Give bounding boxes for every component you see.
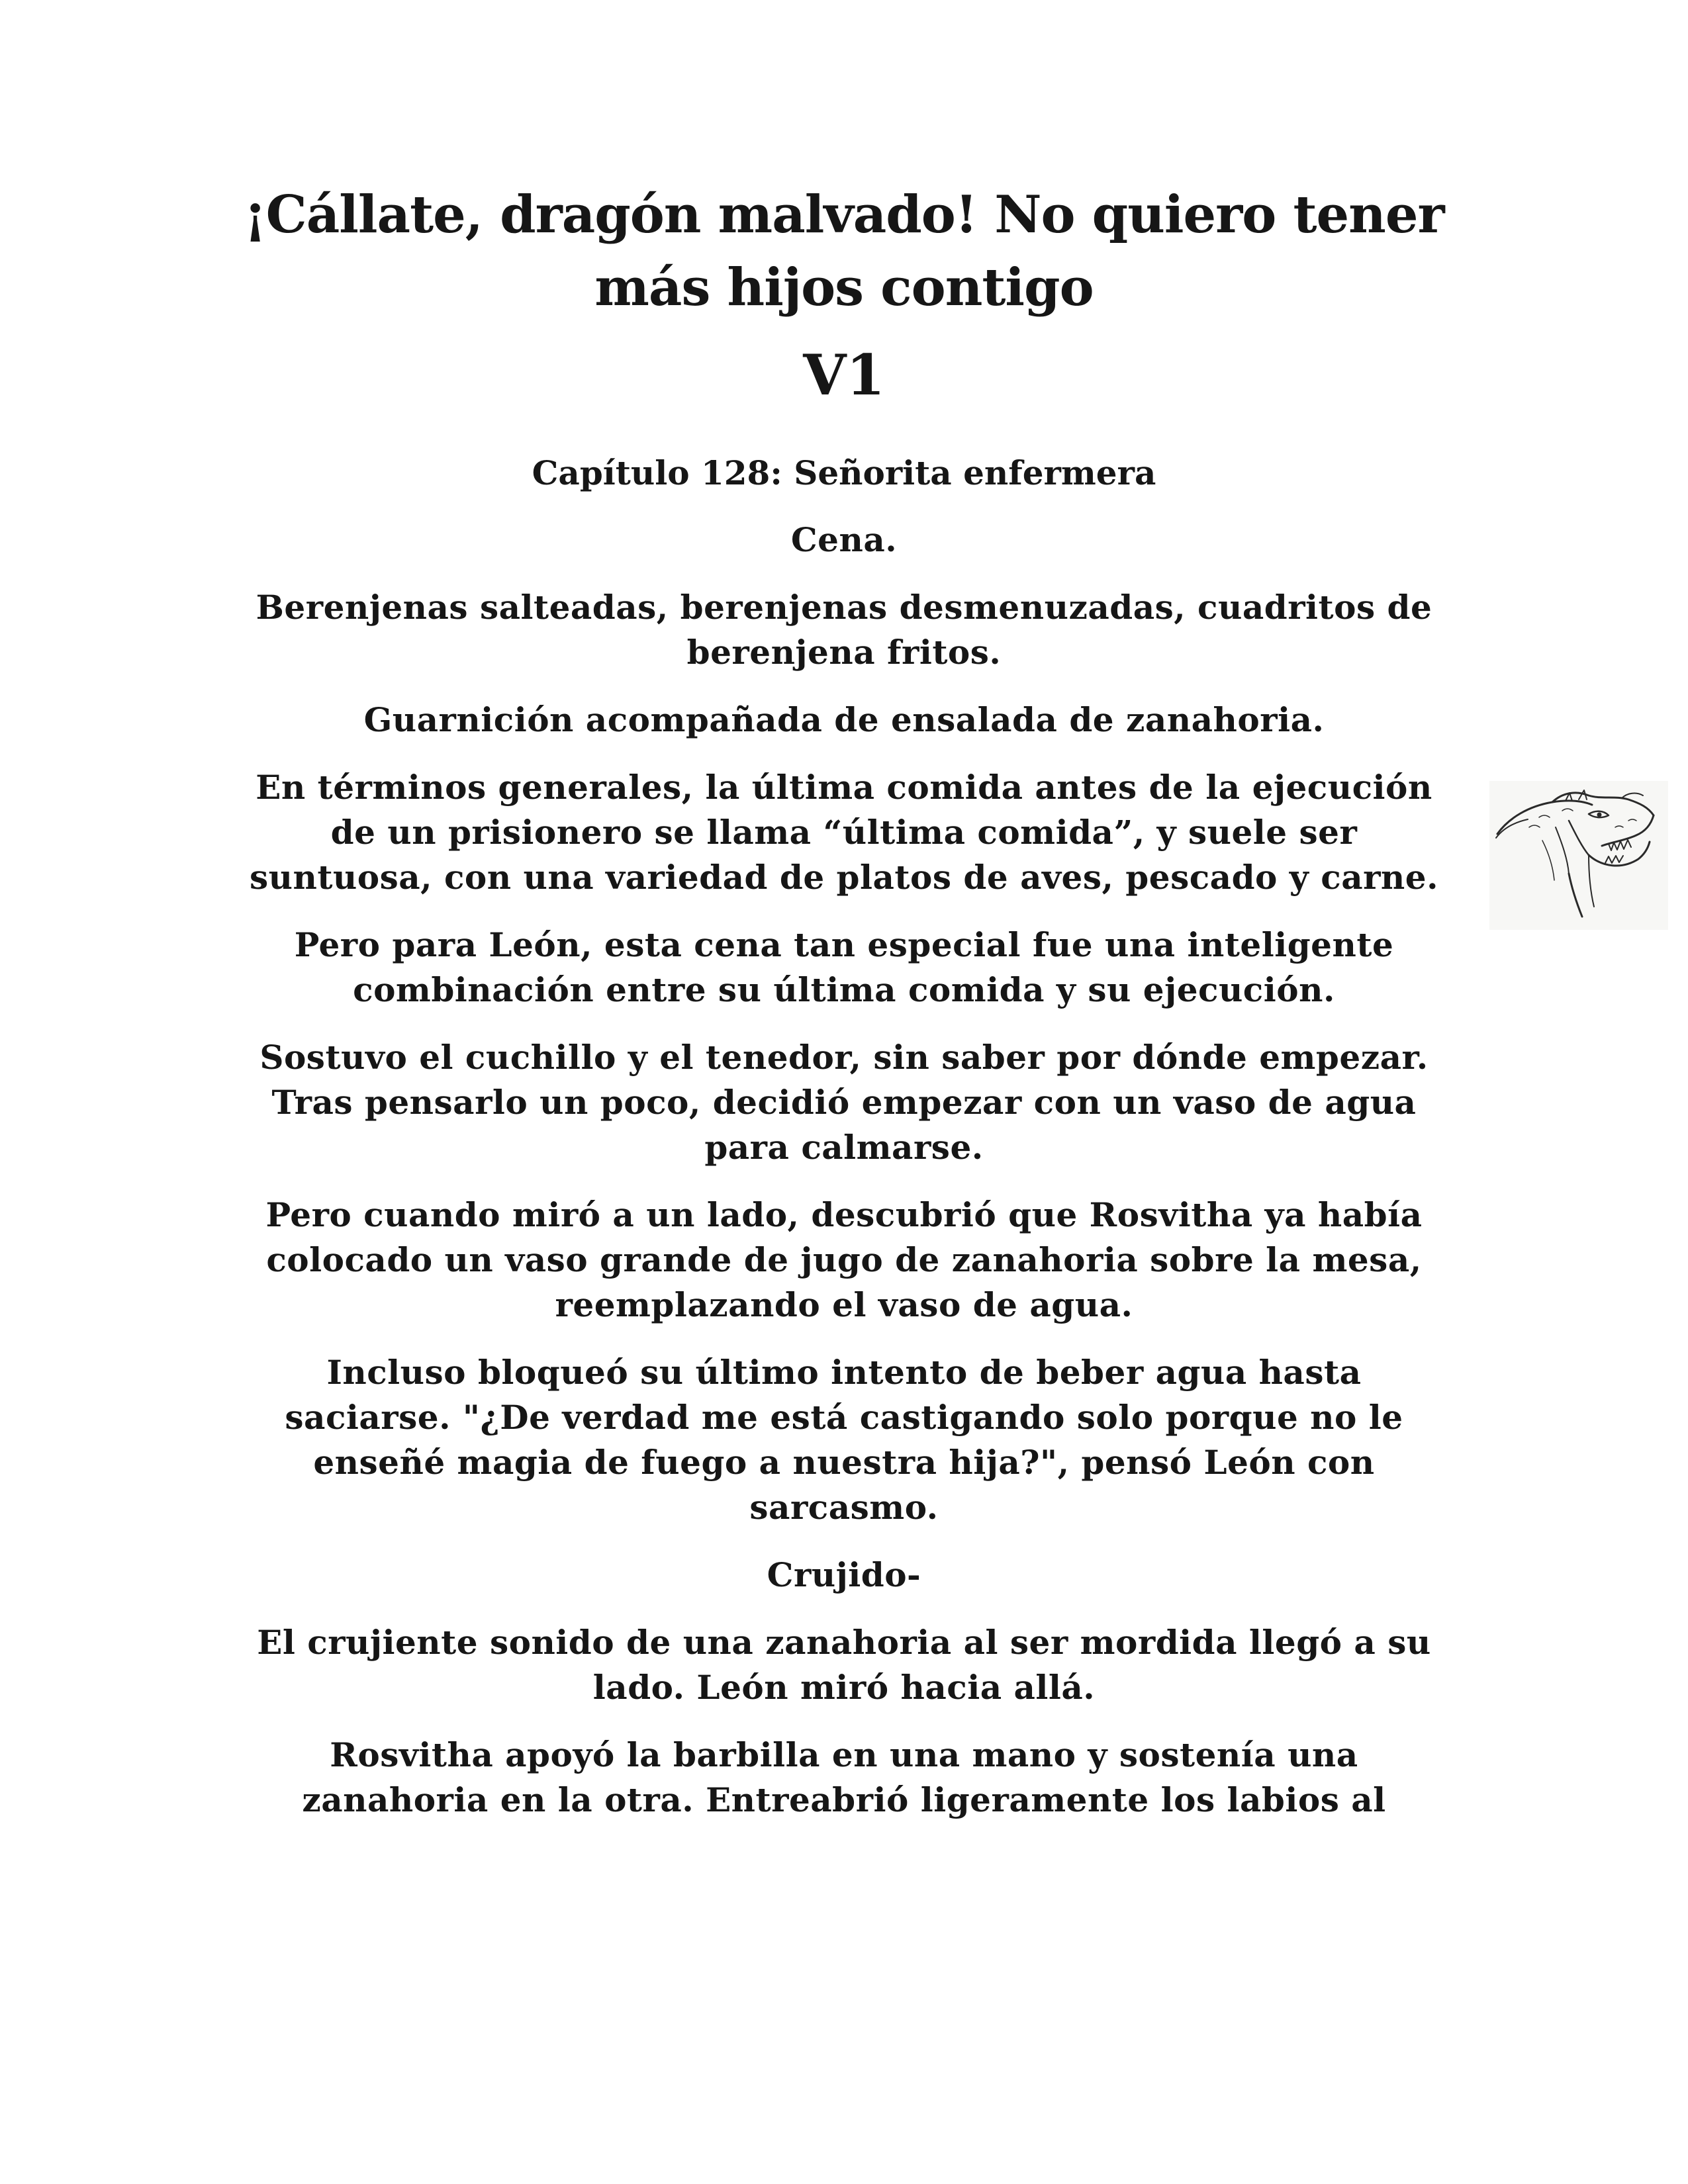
chapter-heading: Capítulo 128: Señorita enfermera — [532, 453, 1156, 492]
paragraph — [218, 1035, 1470, 1170]
paragraph-line: de un prisionero se llama “última comida”, y suele ser — [330, 813, 1358, 852]
paragraph-line: reemplazando el vaso de agua. — [555, 1285, 1133, 1324]
paragraph-line: suntuosa, con una variedad de platos de aves, pescado y carne. — [249, 858, 1439, 897]
paragraph — [218, 585, 1470, 675]
paragraph-line: En términos generales, la última comida antes de la ejecución — [256, 768, 1432, 807]
paragraph-line: Pero para León, esta cena tan especial fue una inteligente — [294, 925, 1394, 964]
paragraph-line: enseñé magia de fuego a nuestra hija?", pensó León con — [313, 1443, 1375, 1482]
document-title — [218, 179, 1470, 324]
paragraph — [218, 698, 1470, 743]
paragraph-line: lado. León miró hacia allá. — [592, 1668, 1096, 1707]
paragraph — [218, 923, 1470, 1013]
paragraph-line: Cena. — [790, 520, 898, 559]
paragraph-line: Crujido- — [767, 1555, 921, 1594]
paragraph-line: sarcasmo. — [749, 1488, 939, 1527]
paragraph-line: El crujiente sonido de una zanahoria al ser mordida llegó a su — [257, 1623, 1431, 1662]
paragraph-line: para calmarse. — [704, 1128, 984, 1167]
paragraph-line: Guarnición acompañada de ensalada de zanahoria. — [363, 700, 1325, 739]
body-text — [218, 518, 1470, 1823]
paragraph-line: Berenjenas salteadas, berenjenas desmenuzadas, cuadritos de — [256, 588, 1432, 627]
paragraph-line: Rosvitha apoyó la barbilla en una mano y sostenía una — [330, 1735, 1358, 1774]
paragraph — [218, 1193, 1470, 1328]
paragraph-line: Tras pensarlo un poco, decidió empezar con un vaso de agua — [271, 1083, 1417, 1122]
paragraph-line: Incluso bloqueó su último intento de beber agua hasta — [326, 1353, 1362, 1392]
paragraph-line: saciarse. "¿De verdad me está castigando solo porque no le — [285, 1398, 1403, 1437]
paragraph-line: Sostuvo el cuchillo y el tenedor, sin saber por dónde empezar. — [259, 1038, 1429, 1077]
paragraph — [218, 765, 1470, 900]
paragraph-line: Pero cuando miró a un lado, descubrió que Rosvitha ya había — [265, 1195, 1423, 1234]
paragraph-line: zanahoria en la otra. Entreabrió ligeramente los labios al — [302, 1780, 1386, 1819]
paragraph-line: colocado un vaso grande de jugo de zanahoria sobre la mesa, — [266, 1240, 1422, 1279]
paragraph — [218, 518, 1470, 563]
title-line: ¡Cállate, dragón malvado! No quiero tener — [244, 185, 1444, 245]
paragraph-line: berenjena fritos. — [686, 633, 1002, 672]
document-page — [218, 179, 1470, 1823]
dragon-head-sketch-icon — [1489, 781, 1668, 930]
paragraph-line: combinación entre su última comida y su ejecución. — [353, 970, 1335, 1009]
paragraph — [218, 1620, 1470, 1710]
paragraph — [218, 1553, 1470, 1598]
paragraph — [218, 1733, 1470, 1823]
paragraph — [218, 1350, 1470, 1530]
volume-label: V1 — [803, 342, 885, 408]
title-line: más hijos contigo — [594, 257, 1094, 318]
